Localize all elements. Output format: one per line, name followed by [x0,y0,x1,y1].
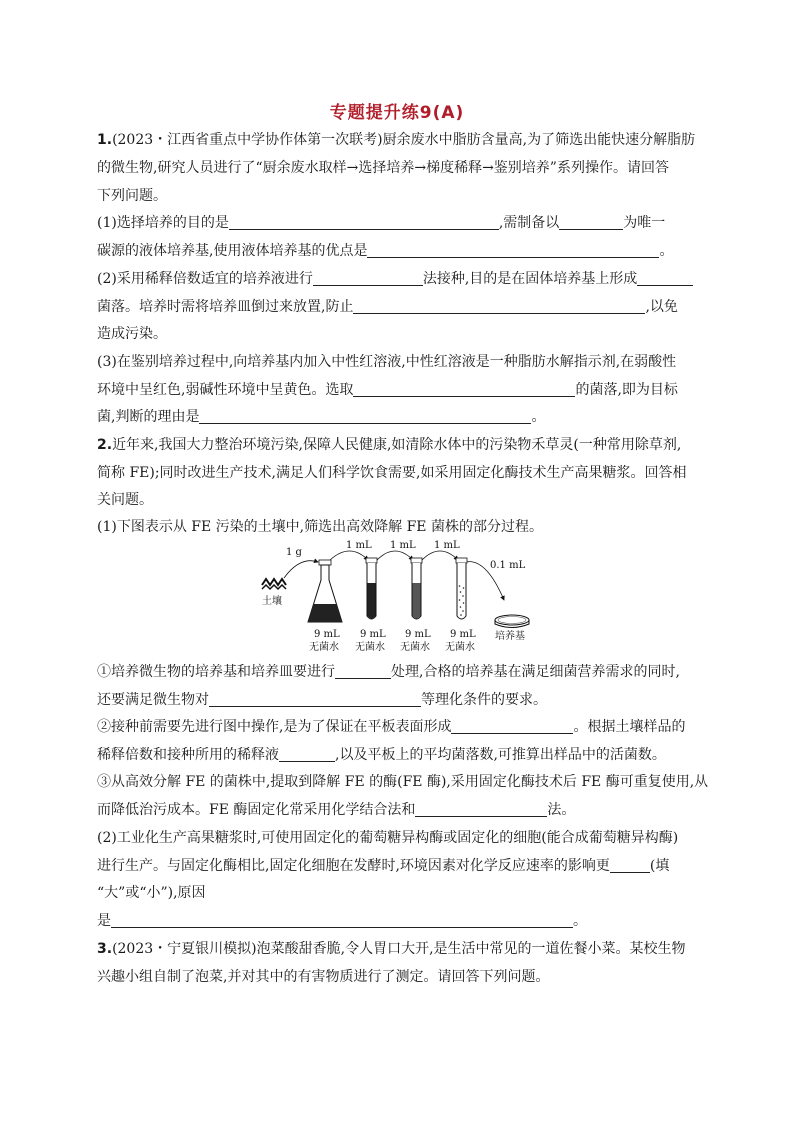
q2-line-1 [97,435,681,455]
q1-part1-text-c: 为唯一 [623,215,666,231]
q2-sub2-text-b: 。根据土壤样品的 [573,719,686,735]
q2-line-3: 关问题。 [97,492,153,508]
q1-line-1 [97,130,695,150]
q2-line-2: 简称 FE);同时改进生产技术,满足人们科学饮食需要,如采用固定化酶技术生产高果糖浆。回答相 [97,465,687,481]
flask-icon [308,560,342,622]
transfer-arrow [330,551,368,560]
petri-dish-icon [495,615,529,628]
q2-sub1-text-d: 等理化条件的要求。 [421,692,547,708]
water-label: 无菌水 [445,642,475,653]
q2-sub2-text-d: ,以及平板上的平均菌落数,可推算出样品中的活菌数。 [335,747,666,763]
answer-blank[interactable] [637,271,693,286]
q1-part1-text-a: (1)选择培养的目的是 [97,215,229,231]
answer-blank[interactable] [610,858,650,873]
q1-intro-1: (2023・江西省重点中学协作体第一次联考)厨余废水中脂肪含量高,为了筛选出能快速分解脂肪 [112,132,696,148]
q1-line-3: 下列问题。 [97,188,167,204]
q3-intro-1: (2023・宁夏银川模拟)泡菜酸甜香脆,令人胃口大开,是生活中常见的一道佐餐小菜。某校生物 [112,941,686,957]
q2-sub1-line2 [97,690,547,710]
q2-number: 2. [97,437,113,453]
q1-part3-line2 [97,380,678,400]
q1-part2-text-d: ,以免 [645,299,678,315]
test-tube-icon [456,558,467,619]
answer-blank[interactable] [209,692,421,707]
q2-part2-text-c: (填 [649,858,670,874]
q1-number: 1. [97,132,113,148]
answer-blank[interactable] [367,243,659,258]
answer-blank[interactable] [353,299,645,314]
answer-blank[interactable] [229,215,499,230]
water-volume-label: 9 mL [450,629,476,640]
answer-blank[interactable] [335,664,391,679]
answer-blank[interactable] [111,913,573,928]
transfer-arrow [377,551,413,560]
water-volume-label: 9 mL [314,629,340,640]
answer-blank[interactable] [313,271,423,286]
page-title: 专题提升练9(A) [329,103,465,123]
serial-dilution-diagram [250,538,550,658]
q2-sub2-text-c: 稀释倍数和接种所用的稀释液 [97,747,279,763]
q1-part2-text-a: (2)采用稀释倍数适宜的培养液进行 [97,271,313,287]
q3-line-2: 兴趣小组自制了泡菜,并对其中的有害物质进行了测定。请回答下列问题。 [97,969,550,985]
q1-part3-text-b: 环境中呈红色,弱碱性环境中呈黄色。选取 [97,382,354,398]
answer-blank[interactable] [353,382,575,397]
q2-sub3-line1: ③从高效分解 FE 的菌株中,提取到降解 FE 的酶(FE 酶),采用固定化酶技术后 FE 酶可重复使用,从 [97,774,709,790]
q2-part2-text-e: 是 [97,913,111,929]
q2-sub1-text-b: 处理,合格的培养基在满足细菌营养需求的同时, [391,664,680,680]
q1-part2-line2 [97,297,678,317]
q1-part2-line1 [97,269,693,289]
transfer-arrow [284,561,318,578]
q2-sub3-text-b: 而降低治污成本。FE 酶固定化常采用化学结合法和 [97,802,416,818]
q1-part2-text-c: 菌落。培养时需将培养皿倒过来放置,防止 [97,299,354,315]
transfer-label: 1 mL [390,540,416,551]
mass-label: 1 g [286,547,302,558]
q2-sub1-text-c: 还要满足微生物对 [97,692,209,708]
q1-part2-line3: 造成污染。 [97,326,167,342]
q1-part3-line1: (3)在鉴别培养过程中,向培养基内加入中性红溶液,中性红溶液是一种脂肪水解指示剂,在弱酸性 [97,354,677,370]
q2-part2-line3: “大”或“小”),原因 [97,885,206,901]
q3-number: 3. [97,941,113,957]
q1-part3-text-e: 。 [531,409,546,425]
q1-part1-text-d: 碳源的液体培养基,使用液体培养基的优点是 [97,243,368,259]
water-volume-label: 9 mL [360,629,386,640]
soil-icon [262,579,286,589]
water-volume-label: 9 mL [405,629,431,640]
water-label: 无菌水 [309,642,339,653]
plate-volume-label: 0.1 mL [490,560,526,571]
q1-part1-line2 [97,241,673,261]
q1-line-2: 的微生物,研究人员进行了“厨余废水取样→选择培养→梯度稀释→鉴别培养”系列操作。请回答 [97,160,669,176]
plate-label: 培养基 [495,631,525,642]
q2-sub2-text-a: ②接种前需要先进行图中操作,是为了保证在平板表面形成 [97,719,452,735]
q1-part3-text-d: 菌,判断的理由是 [97,409,200,425]
q2-sub2-line1 [97,717,685,737]
answer-blank[interactable] [279,747,335,762]
q2-sub3-text-c: 法。 [547,802,576,818]
transfer-arrow [422,551,458,560]
q3-line-1 [97,939,686,959]
q1-part2-text-b: 法接种,目的是在固体培养基上形成 [422,271,638,287]
q1-part1-line1 [97,213,665,233]
q2-intro-1: 近年来,我国大力整治环境污染,保障人民健康,如清除水体中的污染物禾草灵(一种常用除草剂, [112,437,682,453]
answer-blank[interactable] [415,802,547,817]
q2-sub3-line2 [97,800,575,820]
q1-part1-text-b: ,需制备以 [498,215,560,231]
q2-sub1-text-a: ①培养微生物的培养基和培养皿要进行 [97,664,335,680]
q2-sub2-line2 [97,745,666,765]
answer-blank[interactable] [451,719,573,734]
q2-sub1-line1 [97,662,680,682]
water-label: 无菌水 [400,642,430,653]
q1-part3-text-c: 的菌落,即为目标 [575,382,678,398]
q1-part1-text-e: 。 [659,243,674,259]
water-label: 无菌水 [355,642,385,653]
transfer-label: 1 mL [346,540,372,551]
transfer-label: 1 mL [434,540,460,551]
q2-part2-text-f: 。 [573,913,587,929]
q2-part1-intro: (1)下图表示从 FE 污染的土壤中,筛选出高效降解 FE 菌株的部分过程。 [97,519,543,535]
q2-part2-line2 [97,856,669,876]
test-tube-icon [411,558,422,619]
q2-part2-line4 [97,911,587,931]
answer-blank[interactable] [559,215,623,230]
q1-part3-line3 [97,407,545,427]
answer-blank[interactable] [199,409,531,424]
test-tube-icon [366,558,377,619]
q2-part2-text-b: 进行生产。与固定化酶相比,固定化细胞在发酵时,环境因素对化学反应速率的影响更 [97,858,610,874]
q2-part2-line1: (2)工业化生产高果糖浆时,可使用固定化的葡萄糖异构酶或固定化的细胞(能合成葡萄糖异构酶) [97,830,679,846]
soil-label: 土壤 [262,596,282,607]
